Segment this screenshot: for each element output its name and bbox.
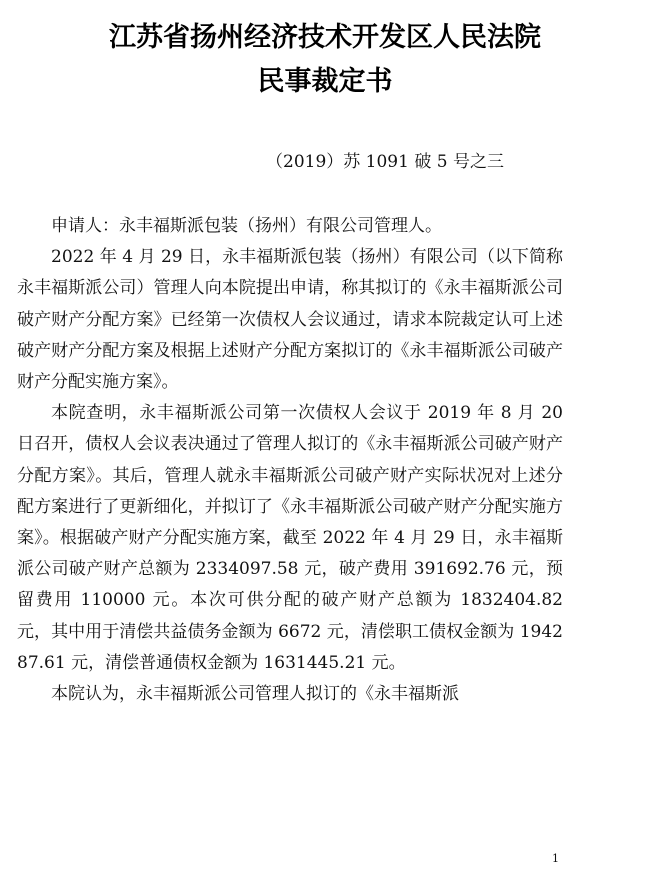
page-number: 1 (552, 852, 559, 865)
case-number: （2019）苏 1091 破 5 号之三 (266, 152, 504, 172)
paragraph-opinion: 本院认为，永丰福斯派公司管理人拟订的《永丰福斯派 (51, 684, 459, 705)
ruling-body (17, 211, 563, 710)
document-type-heading: 民事裁定书 (257, 66, 393, 97)
paragraph-findings: 本院查明，永丰福斯派公司第一次债权人会议于 2019 年 8 月 20 日召开，债权人会议表决通过了管理人拟订的《永丰福斯派公司破产财产分配方案》。其后，管理人就永丰福斯派公司破产财产实际状况对上述分配方案进行了更新细化，并拟订了《永丰福斯派公司破产财产分配实施方案》。根据破产财产分配实施方案，截至 2022 年 4 月 29 日，永丰福斯派公司破产财产总额为 2334097.58 元，破产费用 391692.76 元，预留费用 110000 元。本次可供分配的破产财产总额为 1832404.82 元，其中用于清偿共益债务金额为 6672 元，清偿职工债权金额为 194287.61 元，清偿普通债权金额为 1631445.21 元。 (17, 403, 563, 673)
court-name-heading: 江苏省扬州经济技术开发区人民法院 (109, 22, 541, 53)
paragraph-applicant: 申请人：永丰福斯派包装（扬州）有限公司管理人。 (51, 216, 442, 236)
paragraph-application: 2022 年 4 月 29 日，永丰福斯派包装（扬州）有限公司（以下简称永丰福斯派公司）管理人向本院提出申请，称其拟订的《永丰福斯派公司破产财产分配方案》已经第一次债权人会议通过，请求本院裁定认可上述破产财产分配方案及根据上述财产分配方案拟订的《永丰福斯派公司破产财产分配实施方案》。 (17, 247, 563, 393)
